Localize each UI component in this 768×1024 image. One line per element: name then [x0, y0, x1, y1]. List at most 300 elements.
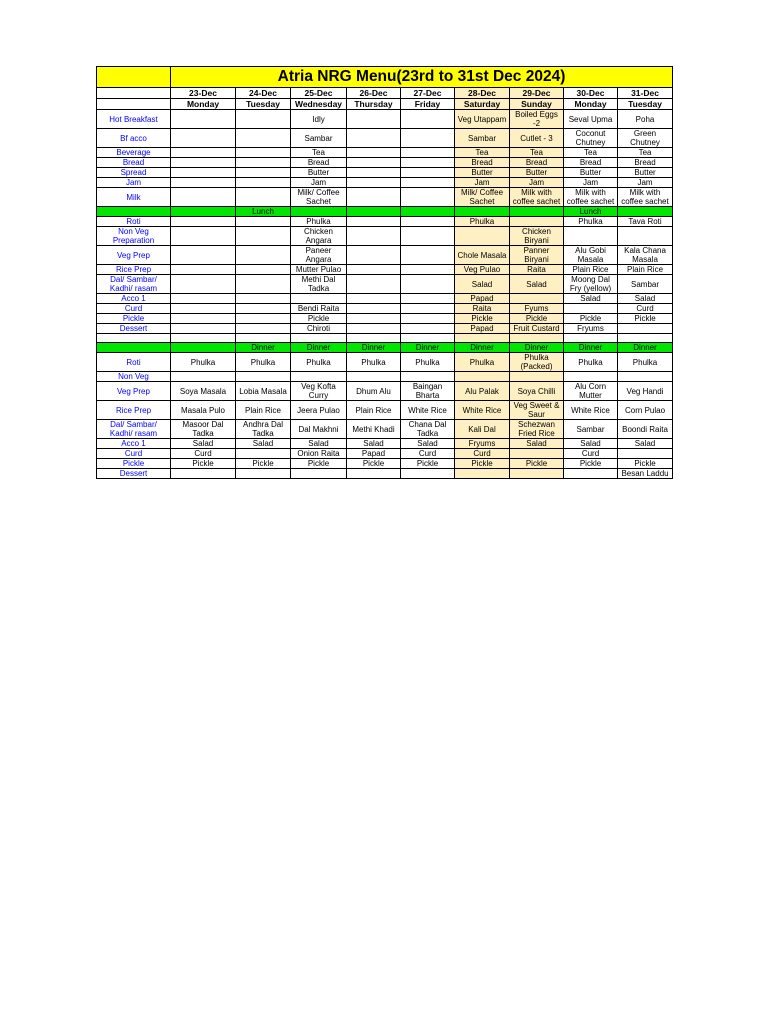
band-cell: Dinner	[455, 343, 510, 353]
menu-cell: Dal Makhni	[291, 420, 347, 439]
dinner-row	[97, 420, 673, 439]
menu-cell: Curd	[171, 449, 236, 459]
menu-cell	[401, 324, 455, 334]
band-cell	[97, 207, 171, 217]
menu-cell	[171, 469, 236, 479]
menu-cell	[401, 129, 455, 148]
menu-cell: Tea	[618, 148, 673, 158]
menu-cell: Chicken Biryani	[510, 227, 564, 246]
row-label: Bread	[97, 158, 171, 168]
menu-cell: Fruit Custard	[510, 324, 564, 334]
breakfast-row	[97, 158, 673, 168]
menu-cell: White Rice	[564, 401, 618, 420]
menu-cell: Salad	[347, 439, 401, 449]
date-header: 28-Dec	[455, 88, 510, 99]
menu-cell	[510, 294, 564, 304]
row-label: Roti	[97, 217, 171, 227]
menu-cell: Idly	[291, 110, 347, 129]
row-label: Veg Prep	[97, 382, 171, 401]
row-label: Curd	[97, 304, 171, 314]
row-label: Beverage	[97, 148, 171, 158]
menu-cell	[171, 148, 236, 158]
menu-cell: Plain Rice	[236, 401, 291, 420]
date-header: 29-Dec	[510, 88, 564, 99]
lunch-row	[97, 314, 673, 324]
menu-cell: Tea	[455, 148, 510, 158]
menu-cell	[236, 314, 291, 324]
lunch-row	[97, 246, 673, 265]
day-header: Monday	[171, 99, 236, 110]
menu-cell: Panner Biryani	[510, 246, 564, 265]
menu-cell: Pickle	[401, 459, 455, 469]
menu-cell	[347, 168, 401, 178]
dinner-row	[97, 382, 673, 401]
menu-cell	[401, 110, 455, 129]
menu-cell: Besan Laddu	[618, 469, 673, 479]
menu-cell: Salad	[510, 275, 564, 294]
band-cell	[401, 207, 455, 217]
menu-cell: Bread	[291, 158, 347, 168]
menu-cell: Jam	[618, 178, 673, 188]
menu-cell	[401, 469, 455, 479]
day-header: Friday	[401, 99, 455, 110]
menu-cell: Tea	[291, 148, 347, 158]
menu-cell: Phulka	[564, 353, 618, 372]
band-cell	[510, 207, 564, 217]
menu-cell	[347, 110, 401, 129]
row-label: Non Veg Preparation	[97, 227, 171, 246]
menu-cell	[236, 275, 291, 294]
menu-cell	[171, 372, 236, 382]
menu-cell	[236, 449, 291, 459]
menu-cell: Phulka	[401, 353, 455, 372]
menu-cell: Chicken Angara	[291, 227, 347, 246]
menu-cell	[236, 158, 291, 168]
menu-cell	[236, 469, 291, 479]
menu-cell: Pickle	[236, 459, 291, 469]
menu-cell	[236, 246, 291, 265]
menu-cell: Cutlet - 3	[510, 129, 564, 148]
menu-cell	[236, 324, 291, 334]
menu-cell	[401, 178, 455, 188]
menu-cell: Boiled Eggs -2	[510, 110, 564, 129]
menu-cell	[401, 148, 455, 158]
header-corner-cell	[97, 99, 171, 110]
menu-cell	[347, 314, 401, 324]
spacer-cell	[291, 334, 347, 343]
menu-cell: Salad	[171, 439, 236, 449]
menu-cell	[236, 188, 291, 207]
menu-cell	[347, 324, 401, 334]
day-header: Saturday	[455, 99, 510, 110]
breakfast-row	[97, 168, 673, 178]
band-cell: Dinner	[347, 343, 401, 353]
day-header: Monday	[564, 99, 618, 110]
menu-cell	[171, 217, 236, 227]
menu-cell	[510, 449, 564, 459]
dinner-row	[97, 469, 673, 479]
menu-cell: Fryums	[564, 324, 618, 334]
menu-cell: Sambar	[455, 129, 510, 148]
spacer-cell	[510, 334, 564, 343]
row-label: Rice Prep	[97, 265, 171, 275]
menu-cell: Phulka	[236, 353, 291, 372]
band-cell	[171, 343, 236, 353]
menu-cell	[236, 168, 291, 178]
menu-cell: Poha	[618, 110, 673, 129]
menu-cell: Papad	[455, 294, 510, 304]
row-label: Bf acco	[97, 129, 171, 148]
day-header: Sunday	[510, 99, 564, 110]
date-header: 26-Dec	[347, 88, 401, 99]
menu-cell	[171, 110, 236, 129]
menu-cell: Andhra Dal Tadka	[236, 420, 291, 439]
row-label: Pickle	[97, 314, 171, 324]
menu-cell: Salad	[564, 439, 618, 449]
menu-cell: Jam	[564, 178, 618, 188]
spacer-cell	[347, 334, 401, 343]
menu-cell	[347, 304, 401, 314]
band-cell: Lunch	[236, 207, 291, 217]
menu-cell: Veg Sweet & Saur	[510, 401, 564, 420]
lunch-row	[97, 217, 673, 227]
menu-cell: Fyums	[510, 304, 564, 314]
menu-cell: Raita	[455, 304, 510, 314]
menu-cell: Pickle	[171, 459, 236, 469]
row-label: Curd	[97, 449, 171, 459]
menu-cell: Corn Pulao	[618, 401, 673, 420]
band-cell: Dinner	[401, 343, 455, 353]
spacer-cell	[618, 334, 673, 343]
menu-cell: White Rice	[455, 401, 510, 420]
menu-cell	[564, 227, 618, 246]
day-header: Tuesday	[618, 99, 673, 110]
menu-cell: Phulka	[291, 353, 347, 372]
menu-cell	[618, 372, 673, 382]
menu-cell: Chiroti	[291, 324, 347, 334]
menu-cell: Milk/ Coffee Sachet	[291, 188, 347, 207]
lunch-row	[97, 265, 673, 275]
menu-cell: Papad	[347, 449, 401, 459]
menu-cell: Alu Gobi Masala	[564, 246, 618, 265]
dinner-row	[97, 459, 673, 469]
menu-cell: Butter	[291, 168, 347, 178]
spacer-cell	[401, 334, 455, 343]
spacer-row	[97, 334, 673, 343]
menu-cell: White Rice	[401, 401, 455, 420]
menu-cell	[236, 304, 291, 314]
menu-cell: Tava Roti	[618, 217, 673, 227]
menu-cell: Curd	[564, 449, 618, 459]
spacer-cell	[171, 334, 236, 343]
menu-cell: Seval Upma	[564, 110, 618, 129]
menu-cell	[618, 324, 673, 334]
menu-cell: Papad	[455, 324, 510, 334]
band-cell	[97, 343, 171, 353]
menu-cell: Bread	[564, 158, 618, 168]
menu-cell	[401, 188, 455, 207]
menu-cell: Veg Kofta Curry	[291, 382, 347, 401]
menu-cell	[236, 178, 291, 188]
band-cell: Dinner	[564, 343, 618, 353]
row-label: Acco 1	[97, 439, 171, 449]
menu-cell: Masoor Dal Tadka	[171, 420, 236, 439]
menu-cell	[401, 217, 455, 227]
menu-cell: Bread	[455, 158, 510, 168]
date-header: 27-Dec	[401, 88, 455, 99]
date-header: 23-Dec	[171, 88, 236, 99]
spacer-cell	[236, 334, 291, 343]
menu-cell	[171, 275, 236, 294]
breakfast-row	[97, 178, 673, 188]
dinner-row	[97, 449, 673, 459]
header-corner-cell	[97, 88, 171, 99]
menu-cell: Curd	[455, 449, 510, 459]
menu-cell: Milk with coffee sachet	[510, 188, 564, 207]
menu-cell: Phulka	[455, 353, 510, 372]
menu-cell	[171, 158, 236, 168]
menu-table	[96, 66, 673, 479]
breakfast-row	[97, 148, 673, 158]
menu-cell: Tea	[564, 148, 618, 158]
band-cell: Dinner	[618, 343, 673, 353]
menu-cell: Alu Corn Mutter	[564, 382, 618, 401]
menu-cell: Butter	[455, 168, 510, 178]
menu-cell: Pickle	[564, 314, 618, 324]
menu-cell: Phulka	[564, 217, 618, 227]
menu-cell: Phulka	[347, 353, 401, 372]
menu-cell	[510, 217, 564, 227]
day-header: Wednesday	[291, 99, 347, 110]
menu-cell	[171, 265, 236, 275]
menu-cell	[455, 227, 510, 246]
band-cell	[347, 207, 401, 217]
menu-cell: Schezwan Fried Rice	[510, 420, 564, 439]
lunch-row	[97, 227, 673, 246]
menu-cell: Salad	[455, 275, 510, 294]
menu-cell: Phulka	[618, 353, 673, 372]
menu-cell	[347, 372, 401, 382]
menu-cell	[171, 129, 236, 148]
menu-cell: Pickle	[291, 314, 347, 324]
menu-cell: Pickle	[618, 314, 673, 324]
menu-cell: Plain Rice	[564, 265, 618, 275]
menu-cell	[347, 129, 401, 148]
lunch-row	[97, 294, 673, 304]
menu-cell: Butter	[618, 168, 673, 178]
breakfast-row	[97, 129, 673, 148]
menu-cell: Lobia Masala	[236, 382, 291, 401]
menu-cell	[291, 469, 347, 479]
menu-cell: Pickle	[455, 459, 510, 469]
menu-cell: Fryums	[455, 439, 510, 449]
row-label: Spread	[97, 168, 171, 178]
menu-cell: Jam	[455, 178, 510, 188]
day-header: Thursday	[347, 99, 401, 110]
menu-cell: Dhum Alu	[347, 382, 401, 401]
menu-cell: Bread	[618, 158, 673, 168]
breakfast-row	[97, 188, 673, 207]
row-label: Rice Prep	[97, 401, 171, 420]
menu-cell: Phulka	[171, 353, 236, 372]
menu-cell: Soya Chilli	[510, 382, 564, 401]
band-cell	[455, 207, 510, 217]
title-corner-cell	[97, 67, 171, 88]
menu-cell	[618, 227, 673, 246]
menu-cell: Veg Handi	[618, 382, 673, 401]
menu-cell: Kali Dal	[455, 420, 510, 439]
menu-cell	[510, 469, 564, 479]
date-header: 25-Dec	[291, 88, 347, 99]
menu-cell: Pickle	[618, 459, 673, 469]
menu-cell	[347, 178, 401, 188]
menu-cell	[401, 265, 455, 275]
menu-cell	[401, 304, 455, 314]
menu-cell	[347, 294, 401, 304]
menu-cell: Methi Khadi	[347, 420, 401, 439]
menu-cell	[347, 188, 401, 207]
menu-cell	[236, 110, 291, 129]
menu-cell: Veg Utappam	[455, 110, 510, 129]
row-label: Roti	[97, 353, 171, 372]
menu-cell: Salad	[236, 439, 291, 449]
menu-cell: Onion Raita	[291, 449, 347, 459]
menu-cell	[401, 158, 455, 168]
menu-cell: Coconut Chutney	[564, 129, 618, 148]
menu-cell: Sambar	[291, 129, 347, 148]
menu-cell: Jam	[510, 178, 564, 188]
menu-cell: Jam	[291, 178, 347, 188]
menu-cell	[347, 469, 401, 479]
menu-cell: Salad	[291, 439, 347, 449]
menu-cell	[564, 469, 618, 479]
menu-cell: Alu Palak	[455, 382, 510, 401]
menu-cell	[236, 227, 291, 246]
menu-cell	[347, 265, 401, 275]
menu-cell: Milk with coffee sachet	[564, 188, 618, 207]
menu-cell	[401, 294, 455, 304]
menu-cell	[171, 294, 236, 304]
menu-cell: Phulka	[291, 217, 347, 227]
menu-cell: Veg Pulao	[455, 265, 510, 275]
menu-table-body	[97, 67, 673, 479]
dinner-row	[97, 372, 673, 382]
menu-cell	[347, 158, 401, 168]
date-header: 24-Dec	[236, 88, 291, 99]
page-title: Atria NRG Menu(23rd to 31st Dec 2024)	[171, 67, 673, 88]
title-row	[97, 67, 673, 88]
menu-cell	[236, 148, 291, 158]
row-label: Milk	[97, 188, 171, 207]
row-label: Hot Breakfast	[97, 110, 171, 129]
band-cell	[618, 207, 673, 217]
menu-cell: Moong Dal Fry (yellow)	[564, 275, 618, 294]
menu-cell: Kala Chana Masala	[618, 246, 673, 265]
menu-cell: Mutter Pulao	[291, 265, 347, 275]
menu-cell	[171, 227, 236, 246]
menu-cell	[171, 246, 236, 265]
menu-cell	[291, 294, 347, 304]
menu-cell: Bread	[510, 158, 564, 168]
menu-cell	[401, 246, 455, 265]
menu-cell: Milk/ Coffee Sachet	[455, 188, 510, 207]
menu-cell	[236, 372, 291, 382]
row-label: Dessert	[97, 469, 171, 479]
lunch-row	[97, 275, 673, 294]
menu-cell	[401, 227, 455, 246]
menu-cell	[401, 314, 455, 324]
menu-cell: Sambar	[618, 275, 673, 294]
menu-cell	[171, 178, 236, 188]
menu-cell: Chole Masala	[455, 246, 510, 265]
dinner-row	[97, 353, 673, 372]
menu-cell	[455, 372, 510, 382]
menu-cell: Pickle	[510, 459, 564, 469]
menu-cell: Pickle	[291, 459, 347, 469]
menu-cell	[455, 469, 510, 479]
row-label: Pickle	[97, 459, 171, 469]
menu-cell	[347, 275, 401, 294]
menu-cell: Green Chutney	[618, 129, 673, 148]
menu-cell: Butter	[564, 168, 618, 178]
menu-cell: Baingan Bharta	[401, 382, 455, 401]
band-cell: Dinner	[236, 343, 291, 353]
lunch-row	[97, 324, 673, 334]
band-cell: Lunch	[564, 207, 618, 217]
lunch-row	[97, 304, 673, 314]
menu-cell: Pickle	[455, 314, 510, 324]
menu-cell: Boondi Raita	[618, 420, 673, 439]
menu-cell: Pickle	[347, 459, 401, 469]
lunch-band-row	[97, 207, 673, 217]
menu-cell: Methi Dal Tadka	[291, 275, 347, 294]
dinner-band-row	[97, 343, 673, 353]
menu-cell: Soya Masala	[171, 382, 236, 401]
menu-cell	[236, 217, 291, 227]
menu-cell	[401, 275, 455, 294]
menu-cell: Milk with coffee sachet	[618, 188, 673, 207]
menu-cell: Curd	[401, 449, 455, 459]
dinner-row	[97, 439, 673, 449]
menu-cell: Sambar	[564, 420, 618, 439]
dinner-row	[97, 401, 673, 420]
date-header: 30-Dec	[564, 88, 618, 99]
menu-cell	[236, 294, 291, 304]
band-cell: Dinner	[291, 343, 347, 353]
menu-cell	[347, 246, 401, 265]
row-label: Non Veg	[97, 372, 171, 382]
band-cell: Dinner	[510, 343, 564, 353]
row-label: Dal/ Sambar/ Kadhi/ rasam	[97, 275, 171, 294]
row-label: Dal/ Sambar/ Kadhi/ rasam	[97, 420, 171, 439]
day-header: Tuesday	[236, 99, 291, 110]
menu-cell	[236, 129, 291, 148]
menu-cell: Phulka	[455, 217, 510, 227]
menu-cell: Salad	[564, 294, 618, 304]
spacer-cell	[97, 334, 171, 343]
spacer-cell	[564, 334, 618, 343]
menu-cell	[291, 372, 347, 382]
menu-cell: Plain Rice	[618, 265, 673, 275]
menu-cell: Masala Pulo	[171, 401, 236, 420]
menu-cell: Bendi Raita	[291, 304, 347, 314]
menu-cell: Pickle	[510, 314, 564, 324]
day-header-row	[97, 99, 673, 110]
menu-cell	[347, 227, 401, 246]
menu-cell: Butter	[510, 168, 564, 178]
menu-cell	[171, 314, 236, 324]
menu-cell: Raita	[510, 265, 564, 275]
